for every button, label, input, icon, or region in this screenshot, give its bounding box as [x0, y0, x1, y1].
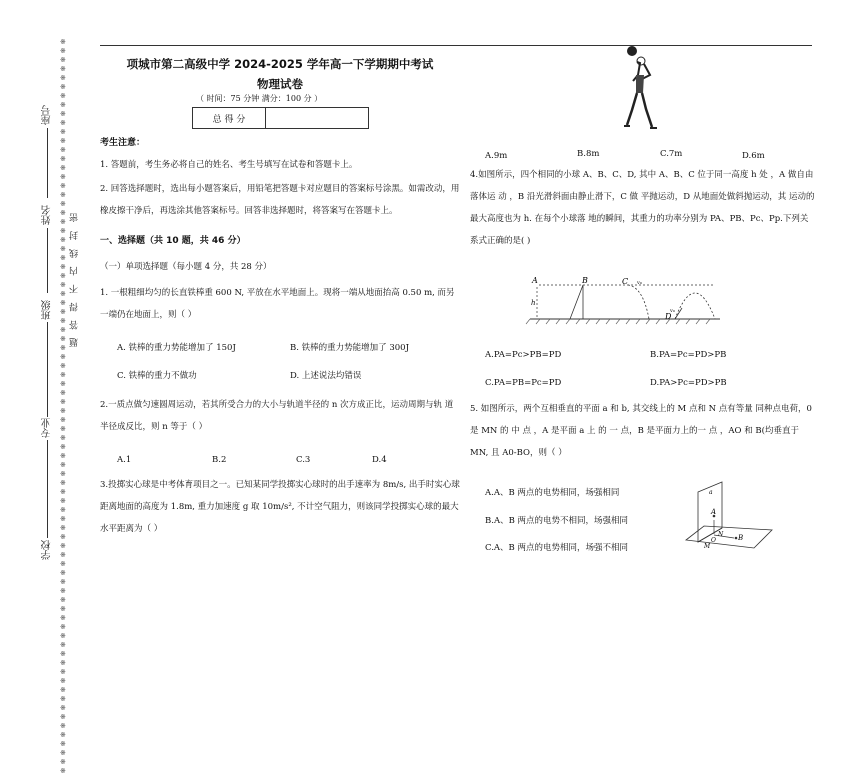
q4-option-d: D.PA>Pc=PD>PB — [650, 378, 727, 388]
score-label: 总 得 分 — [193, 108, 266, 129]
q2-option-c: C.3 — [296, 455, 311, 465]
q3-option-c: C.7m — [660, 149, 683, 159]
q1-option-a: A. 铁棒的重力势能增加了 150J — [117, 343, 236, 353]
notice-heading: 考生注意： — [100, 138, 146, 148]
question-1-stem: 1. 一根粗细均匀的长直铁棒重 600 N, 平放在水平地面上。现将一端从地面抬高 0.50 m, 而另一端仍在地面上，则（ ） — [100, 288, 455, 320]
q4-label-d: D — [665, 312, 672, 321]
q5-label-m: M — [704, 543, 711, 550]
q2-option-b: B.2 — [212, 455, 227, 465]
q4-label-c: C — [622, 277, 629, 286]
section-subheading: （一）单项选择题（每小题 4 分，共 28 分） — [100, 262, 272, 272]
margin-label-seat: 座号 — [42, 105, 53, 125]
q5-label-a-plane: a — [709, 489, 713, 496]
q5-option-b: B.A、B 两点的电势不相同，场强相同 — [485, 516, 629, 526]
question-4-stem: 4.如图所示，四个相同的小球 A、B、C、D, 其中 A、B、C 位于同一高度 h 处 ，A 做自由落体运 动 ，B 沿光滑斜面由静止滑下，C 做 平抛运动，D 从地面处做斜抛运动，其 运动的最大高度也为 h. 在每个小球落 地的瞬间，其重力的功率分别为 PA、PB、Pc、Pp.下列关系式正确的是( ) — [470, 170, 815, 246]
margin-label-major: 专业 — [42, 418, 53, 438]
q5-label-a-point: A — [711, 508, 717, 516]
question-2-stem: 2.一质点做匀速圆周运动，若其所受合力的大小与轨道半径的 n 次方成正比，运动周期与轨 道半径成反比，则 n 等于（ ） — [100, 400, 454, 432]
score-cell[interactable] — [266, 108, 369, 129]
exam-title: 项城市第二高级中学 2024-2025 学年高一下学期期中考试 — [126, 57, 434, 71]
exam-subtitle: 物理试卷 — [257, 77, 303, 91]
q4-label-v0: v₀ — [637, 280, 642, 286]
q2-option-a: A.1 — [117, 455, 132, 465]
q5-label-o: O — [711, 537, 716, 544]
section-heading: 一、选择题（共 10 题，共 46 分） — [100, 236, 246, 246]
score-table — [192, 107, 369, 129]
q1-option-c: C. 铁棒的重力不做功 — [117, 371, 197, 381]
margin-line — [47, 322, 48, 417]
q4-option-c: C.PA=PB=Pc=PD — [485, 378, 562, 388]
q5-label-b-point: B — [738, 534, 744, 542]
q5-figure — [680, 478, 780, 558]
seal-stripe: ※※※※※※※※※※※※※※※※※※※※※※※※※※※※※※※※※※※※※※※※※※※※※※※※※※※※※※※※※※※※※※※※※※※※※※※※※※※※※※※※※※ — [60, 38, 66, 775]
margin-line — [47, 128, 48, 198]
q4-option-b: B.PA=Pc=PD>PB — [650, 350, 727, 360]
margin-line — [47, 440, 48, 538]
notice-item: 1. 答题前，考生务必将自己的姓名、考生号填写在试卷和答题卡上。 — [100, 160, 358, 170]
q2-option-d: D.4 — [372, 455, 387, 465]
q4-label-vd: v₀ — [670, 308, 675, 314]
q1-option-b: B. 铁棒的重力势能增加了 300J — [290, 343, 409, 353]
q4-label-a: A — [532, 276, 538, 285]
q4-option-a: A.PA=Pc>PB=PD — [485, 350, 562, 360]
q5-label-n: N — [718, 531, 724, 538]
question-5-stem: 5. 如图所示，两个互相垂直的平面 a 和 b, 其交线上的 M 点和 N 点有等量 同种点电荷，0 是 MN 的 中 点 ，A 是平面 a 上 的 一 点，B 是平面力上的一 点 ，AO 和 B(均垂直于 MN, 且 A0-BO，则（ ） — [470, 404, 812, 458]
q5-option-c: C.A、B 两点的电势相同，场强不相同 — [485, 543, 628, 553]
q4-figure — [525, 275, 725, 327]
q3-option-a: A.9m — [485, 151, 508, 161]
question-3-stem: 3.投掷实心球是中考体育项目之一。已知某同学投掷实心球时的出手速率为 8m/s, 出手时实心球距离地面的高度为 1.8m, 重力加速度 g 取 10m/s², 不计空气阻力，则该同学投掷实心球的最大水平距离为（ ） — [100, 480, 460, 534]
q4-label-b: B — [582, 276, 588, 285]
margin-label-class: 班级 — [42, 300, 53, 320]
q3-option-b: B.8m — [577, 149, 600, 159]
shot-put-figure — [610, 45, 680, 135]
q4-label-h: h — [531, 299, 536, 307]
margin-label-name: 姓名 — [42, 205, 53, 225]
time-score-line: （ 时间：75 分钟 满分：100 分 ） — [196, 94, 323, 103]
notice-item: 2. 回答选择题时，选出每小题答案后，用铅笔把答题卡对应题目的答案标号涂黑。如需改动，用橡皮擦干净后，再选涂其他答案标号。回答非选择题时，将答案写在答题卡上。 — [100, 184, 460, 216]
margin-line — [47, 228, 48, 293]
q5-option-a: A.A、B 两点的电势相同，场强相同 — [485, 488, 620, 498]
seal-line-text: 题 答 得 不 内 线 封 密 — [70, 210, 80, 348]
q1-option-d: D. 上述说法均错误 — [290, 371, 362, 381]
q3-option-d: D.6m — [742, 151, 765, 161]
top-rule — [100, 45, 812, 46]
margin-label-school: 学校 — [42, 540, 53, 560]
